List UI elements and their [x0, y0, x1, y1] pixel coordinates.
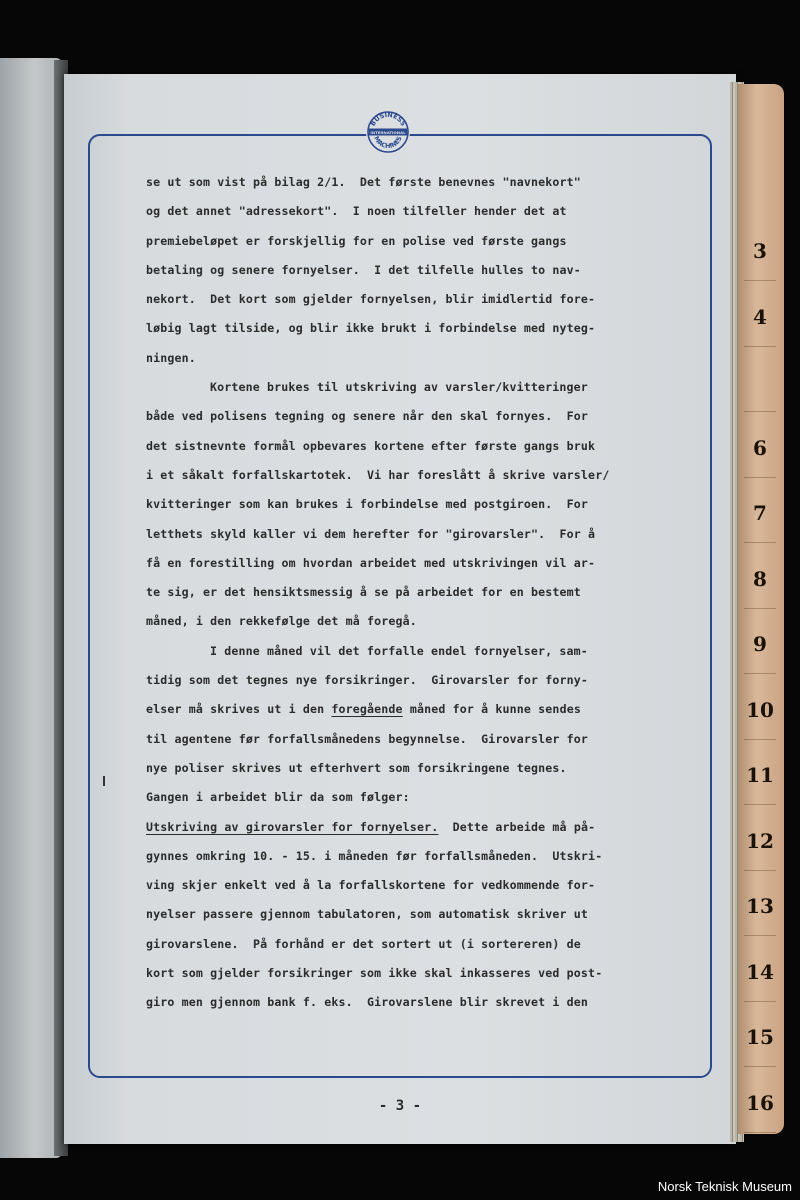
text-line: og det annet "adressekort". I noen tilfeller hender det at	[146, 204, 567, 219]
logo-text-top: BUSINESS	[368, 110, 408, 128]
index-tab[interactable]: 14	[744, 943, 776, 1002]
text-line: kvitteringer som kan brukes i forbindelse med postgiroen. For	[146, 497, 589, 512]
text-line: få en forestilling om hvordan arbeidet med utskrivingen vil ar-	[146, 555, 596, 570]
text-line: i et såkalt forfallskartotek. Vi har foreslått å skrive varsler/	[146, 467, 610, 482]
logo-text-mid: INTERNATIONAL	[370, 130, 406, 135]
index-tab[interactable]	[744, 353, 776, 412]
margin-mark	[103, 776, 105, 786]
text-line: ningen.	[146, 350, 196, 365]
underlined-text: foregående	[331, 702, 403, 717]
text-line: ving skjer enkelt ved å la forfallskortene for vedkommende for-	[146, 878, 596, 893]
index-tab[interactable]: 8	[744, 550, 776, 609]
text-line: måned, i den rekkefølge det må foregå.	[146, 614, 417, 629]
text-line	[146, 813, 666, 842]
text-line: Gangen i arbeidet blir da som følger:	[146, 790, 410, 805]
text-line: se ut som vist på bilag 2/1. Det første benevnes "navnekort"	[146, 175, 581, 189]
text-line: betaling og senere fornyelser. I det tilfelle hulles to nav-	[146, 262, 581, 277]
text-line	[146, 695, 666, 724]
index-tab[interactable]: 11	[744, 746, 776, 805]
index-tab[interactable]: 4	[744, 288, 776, 347]
text-line: nye poliser skrives ut efterhvert som forsikringene tegnes.	[146, 760, 567, 775]
text-line: tidig som det tegnes nye forsikringer. Girovarsler for forny-	[146, 673, 589, 688]
text-line: premiebeløpet er forskjellig for en polise ved første gangs	[146, 233, 567, 248]
text-segment: måned for å kunne sendes	[402, 702, 581, 717]
logo-text-bottom: MACHINES	[372, 135, 404, 151]
text-line: te sig, er det hensiktsmessig å se på arbeidet for en bestemt	[146, 585, 581, 600]
text-segment: elser må skrives ut i den	[146, 702, 332, 717]
index-tab[interactable]: 6	[744, 419, 776, 478]
typed-text-body	[146, 168, 666, 1018]
left-page-edge	[0, 58, 62, 1158]
text-line: både ved polisens tegning og senere når den skal fornyes. For	[146, 409, 589, 424]
text-line: nekort. Det kort som gjelder fornyelsen, blir imidlertid fore-	[146, 292, 596, 307]
text-line: kort som gjelder forsikringer som ikke skal inkasseres ved post-	[146, 966, 603, 981]
underlined-text: Utskriving av girovarsler for fornyelser.	[146, 819, 439, 834]
text-line: nyelser passere gjennom tabulatoren, som automatisk skriver ut	[146, 907, 589, 922]
index-tab[interactable]: 12	[744, 812, 776, 871]
index-tab[interactable]: 3	[744, 222, 776, 281]
index-tab[interactable]: 15	[744, 1008, 776, 1067]
text-line: letthets skyld kaller vi dem herefter for "girovarsler". For å	[146, 526, 596, 541]
index-tab[interactable]: 7	[744, 484, 776, 543]
text-line: gynnes omkring 10. - 15. i måneden før forfallsmåneden. Utskri-	[146, 848, 603, 863]
ibm-logo	[366, 110, 410, 154]
svg-text:BUSINESS	[369, 111, 408, 128]
text-line: I denne måned vil det forfalle endel fornyelser, sam-	[210, 643, 588, 658]
index-tab[interactable]: 9	[744, 615, 776, 674]
text-line: løbig lagt tilside, og blir ikke brukt i forbindelse med nyteg-	[146, 321, 596, 336]
watermark: Norsk Teknisk Museum	[657, 1179, 792, 1194]
text-line: girovarslene. På forhånd er det sortert ut (i sortereren) de	[146, 936, 581, 951]
index-tab[interactable]: 16	[744, 1074, 776, 1133]
text-line: det sistnevnte formål opbevares kortene efter første gangs bruk	[146, 438, 596, 453]
text-line: til agentene før forfallsmånedens begynnelse. Girovarsler for	[146, 731, 589, 746]
index-tab[interactable]: 10	[744, 681, 776, 740]
index-tab[interactable]: 13	[744, 877, 776, 936]
text-line: giro men gjennom bank f. eks. Girovarslene blir skrevet i den	[146, 995, 589, 1010]
text-line: Kortene brukes til utskriving av varsler/kvitteringer	[210, 380, 588, 395]
text-segment: Dette arbeide må på-	[438, 819, 596, 834]
page-number: - 3 -	[378, 1098, 422, 1114]
